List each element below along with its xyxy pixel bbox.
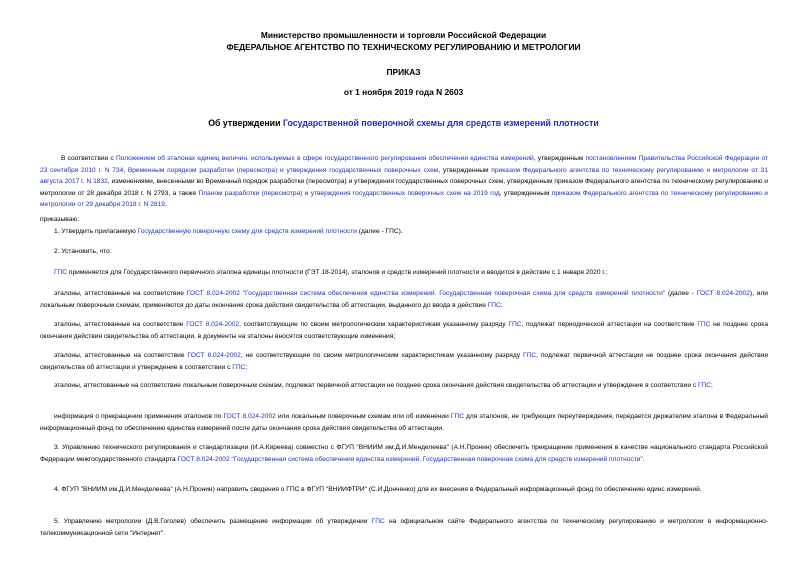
gps-link[interactable]: ГПС (697, 382, 712, 389)
standards-paragraph-1 (40, 288, 768, 311)
gps-link[interactable]: ГПС (508, 321, 522, 328)
gps-link[interactable]: ГПС (523, 352, 537, 359)
text-fragment: , (164, 201, 167, 208)
gost-link[interactable]: ГОСТ 8.024-2002 (187, 352, 241, 359)
text-fragment: 3. Управлению технического регулирования и стандартизации (И.А.Киреева) совместно с ФГУП "ВНИИМ им.Д.И.Менделеева" (А.Н.Пронин) обеспечить прекращение применения в качестве национального стандарта Российской Федерации межгосударственного стандарта (40, 444, 768, 463)
item-5 (40, 516, 768, 539)
gost-link[interactable]: ГОСТ 8.024-2002 (223, 413, 276, 420)
text-fragment: , утвержденным (438, 166, 492, 174)
text-fragment: , утвержденным (499, 189, 552, 197)
gps-scheme-link[interactable]: Государственную поверочную схему для средств измерений плотности (137, 228, 357, 235)
gost-full-link[interactable]: ГОСТ 8.024-2002 "Государственная система обеспечения единства измерений. Государственная поверочная схема для средств измерений плотности" (186, 290, 666, 297)
item-3 (40, 442, 768, 465)
gps-link[interactable]: ГПС (371, 518, 385, 525)
text-fragment: , изменениями, внесенными во Временный порядок разработки (пересмотра) и утверждения государственных поверочных схем, утвержденным приказом Федерального агентства по техническому регулированию и метрологии от 28 декабря 2018 г. N 2793, а также (40, 178, 768, 197)
text-fragment: , соответствующие по своим метрологическим характеристикам указанному разряду (239, 321, 509, 328)
document-title (0, 118, 807, 128)
text-fragment: эталоны, аттестованные на соответствие (54, 352, 188, 359)
text-fragment: . (642, 455, 645, 463)
item-1 (40, 226, 768, 238)
text-fragment: для эталонов, не требующих переутверждения, передается держателем эталона в Федеральный информационный фонд по обеспечению единства измерений после даты окончания срока действия свидетельства об аттестации. (40, 413, 768, 432)
regulation-link[interactable]: Положением об эталонах единиц величин, используемых в сфере государственного регулирования обеспечения единства измерений (115, 155, 534, 162)
gost-full-link[interactable]: ГОСТ 8.024-2002 "Государственная система обеспечения единства измерений. Государственная поверочная схема для средств измерений плотности" (177, 455, 643, 463)
info-paragraph (40, 411, 768, 434)
text-fragment: , не соответствующие по своим метрологическим характеристикам указанному разряду (240, 352, 524, 359)
text-fragment: (далее - ГПС). (356, 228, 403, 235)
item-2: 2. Установить, что: (54, 248, 112, 255)
text-fragment: , утвержденным (533, 155, 586, 162)
text-fragment: эталоны, аттестованные на соответствие (54, 290, 187, 297)
gps-link[interactable]: ГПС (697, 321, 711, 328)
text-fragment: 1. Утвердить прилагаемую (54, 228, 138, 235)
gost-link[interactable]: ГОСТ 8.024-2002 (696, 290, 750, 297)
gps-link[interactable]: ГПС (54, 269, 68, 276)
text-fragment: , (123, 166, 128, 174)
text-fragment: ), или локальным поверочным схемам, применяются до даты окончания срока действия свидетельства об аттестации, выданного до ввода в действие (40, 290, 768, 309)
text-fragment: на официальном сайте Федерального агентства по техническому регулированию и метрологии в информационно-телекоммуникационной сети "Интернет". (40, 518, 768, 537)
text-fragment: , подлежат первичной аттестации не позднее срока окончания действия свидетельства об аттестации и утверждение в соответствии с (40, 352, 768, 371)
title-link[interactable]: Государственной поверочной схемы для средств измерений плотности (282, 118, 599, 128)
ministry-name: Министерство промышленности и торговли Российской Федерации (260, 30, 547, 40)
document-type: ПРИКАЗ (386, 67, 421, 77)
text-fragment: В соответствии с (61, 155, 116, 162)
text-fragment: информация о прекращении применения эталонов по (54, 413, 224, 420)
text-fragment: ; (711, 382, 713, 389)
gps-link[interactable]: ГПС (487, 301, 501, 309)
standards-paragraph-3 (40, 350, 768, 373)
agency-name: ФЕДЕРАЛЬНОЕ АГЕНТСТВО ПО ТЕХНИЧЕСКОМУ РЕГУЛИРОВАНИЮ И МЕТРОЛОГИИ (226, 42, 581, 52)
order-2819-link[interactable]: приказом Федерального агентства по техническому регулированию и метрологии от 29 декабря 2018 г. N 2819 (40, 189, 768, 208)
gost-link[interactable]: ГОСТ 8.024-2002 (186, 321, 240, 328)
gps-link[interactable]: ГПС (232, 363, 246, 371)
text-fragment: эталоны, аттестованные на соответствие (54, 321, 187, 328)
government-decree-link[interactable]: постановлением Правительства Российской Федерации от 23 сентября 2010 г. N 734 (40, 155, 769, 174)
standards-paragraph-4 (40, 380, 768, 392)
text-fragment: не позднее срока окончания действия свидетельства об аттестации, в документы на эталоны вносятся соответствующие изменения; (40, 321, 768, 340)
document-date-number: от 1 ноября 2019 года N 2603 (343, 87, 464, 97)
standards-paragraph-2 (40, 319, 768, 342)
text-fragment: (далее - (665, 290, 697, 297)
text-fragment: ; (245, 363, 248, 371)
plan-2019-link[interactable]: Планом разработки (пересмотра) и утверждения государственных поверочных схем на 2019 год (198, 189, 500, 197)
text-fragment: ; (500, 301, 503, 309)
temporary-procedure-link[interactable]: Временным порядком разработки (пересмотра) и утверждения государственных поверочных схем (127, 166, 439, 174)
preamble-paragraph (40, 153, 768, 211)
orders-word: приказываю: (40, 216, 80, 223)
text-fragment: применяется для Государственного первичного эталона единицы плотности (ГЭТ 18-2014), эталонов и средств измерений плотности и вводится в действие с 1 января 2020 г.; (67, 269, 608, 276)
item-4: 4. ФГУП "ВНИИМ им.Д.И.Менделеева" (А.Н.Пронин) направить сведения о ГПС в ФГУП "ВНИИФТРИ" (С.И.Донченко) для их внесения в Федеральный информационный фонд по обеспечению единс измерений. (54, 486, 702, 493)
text-fragment: , подлежат периодической аттестации на соответствие (521, 321, 698, 328)
order-1832-link[interactable]: приказом Федерального агентства по техническому регулированию и метрологии от 31 августа 2017 г. N 1832 (40, 166, 768, 185)
title-prefix: Об утверждении (208, 118, 283, 128)
text-fragment: или локальным поверочным схемам или об изменении (275, 413, 451, 420)
text-fragment: 5. Управлению метрологии (Д.В.Гоголев) обеспечить размещение информации об утверждении (54, 518, 372, 525)
text-fragment: эталоны, аттестованные на соответствие локальным поверочным схемам, подлежат первичной аттестации не позднее срока окончания действия свидетельства об аттестации и утверждение в соответствии с (54, 382, 698, 389)
gps-intro-paragraph (40, 267, 768, 279)
gps-link[interactable]: ГПС (450, 413, 464, 420)
